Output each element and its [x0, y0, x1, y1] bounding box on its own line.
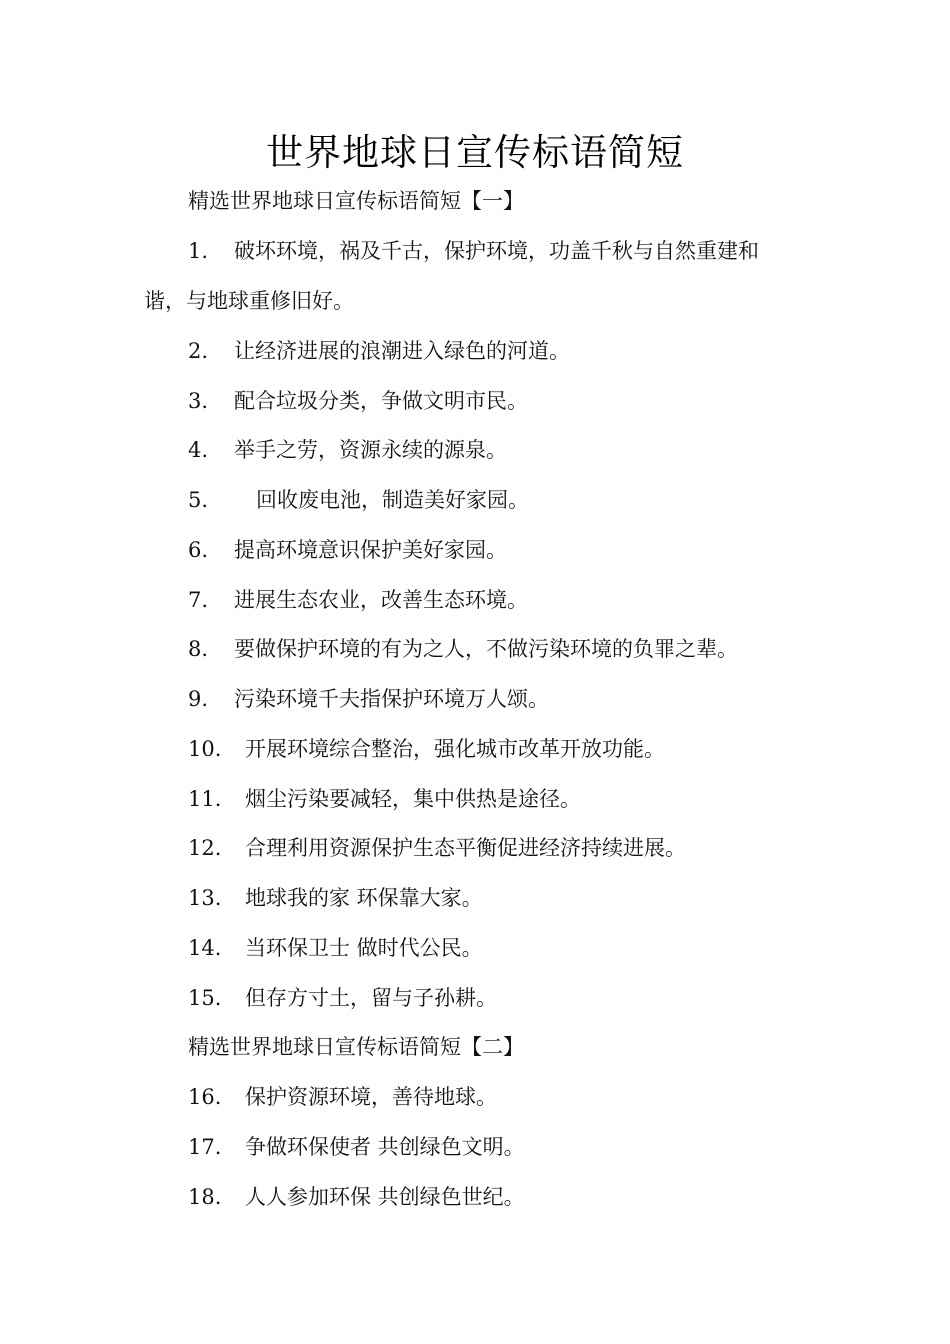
- list-item: [188, 833, 686, 863]
- item-text: 让经济进展的浪潮进入绿色的河道。: [234, 339, 570, 363]
- list-item: [188, 1182, 525, 1212]
- list-item: [188, 336, 570, 366]
- section-heading-1: 精选世界地球日宣传标语简短【一】: [188, 189, 524, 213]
- item-text: 人人参加环保 共创绿色世纪。: [245, 1185, 525, 1209]
- item-text: 要做保护环境的有为之人，不做污染环境的负罪之辈。: [234, 637, 738, 661]
- item-number: 9.: [188, 687, 209, 711]
- document-title: 世界地球日宣传标语简短: [266, 131, 684, 174]
- item-number: 18.: [188, 1185, 222, 1209]
- list-item: [188, 585, 528, 615]
- item-text: 进展生态农业，改善生态环境。: [234, 588, 528, 612]
- list-item: [188, 784, 581, 814]
- item-text: 举手之劳，资源永续的源泉。: [234, 438, 507, 462]
- item-number: 6.: [188, 538, 209, 562]
- item-text: 配合垃圾分类，争做文明市民。: [234, 389, 528, 413]
- item-number: 4.: [188, 438, 209, 462]
- list-item: [188, 236, 759, 266]
- list-item: [188, 1082, 497, 1112]
- item-text: 地球我的家 环保靠大家。: [245, 886, 483, 910]
- item-text: 合理利用资源保护生态平衡促进经济持续进展。: [245, 836, 686, 860]
- item-number: 14.: [188, 936, 222, 960]
- item-text: 当环保卫士 做时代公民。: [245, 936, 483, 960]
- item-text: 提高环境意识保护美好家园。: [234, 538, 507, 562]
- item-number: 11.: [188, 787, 222, 811]
- item-text: 开展环境综合整治，强化城市改革开放功能。: [245, 737, 665, 761]
- list-item: [188, 983, 497, 1013]
- item-text: 破坏环境，祸及千古，保护环境，功盖千秋与自然重建和: [234, 239, 759, 263]
- list-item: [188, 634, 738, 664]
- item-number: 5.: [188, 488, 209, 512]
- item-number: 7.: [188, 588, 209, 612]
- item-number: 16.: [188, 1085, 222, 1109]
- item-number: 10.: [188, 737, 222, 761]
- list-item: [188, 435, 507, 465]
- item-text: 污染环境千夫指保护环境万人颂。: [234, 687, 549, 711]
- list-item: [188, 386, 528, 416]
- list-item: [188, 1132, 525, 1162]
- item-number: 2.: [188, 339, 209, 363]
- item-number: 12.: [188, 836, 222, 860]
- section-heading-2: 精选世界地球日宣传标语简短【二】: [188, 1035, 524, 1059]
- list-item: [188, 485, 529, 515]
- item-text: 但存方寸土，留与子孙耕。: [245, 986, 497, 1010]
- item-text: 争做环保使者 共创绿色文明。: [245, 1135, 525, 1159]
- list-item: [188, 883, 483, 913]
- list-item: [188, 933, 483, 963]
- list-item-continuation: 谐，与地球重修旧好。: [144, 289, 354, 313]
- item-text: 烟尘污染要减轻，集中供热是途径。: [245, 787, 581, 811]
- item-number: 3.: [188, 389, 209, 413]
- item-number: 15.: [188, 986, 222, 1010]
- item-number: 13.: [188, 886, 222, 910]
- list-item: [188, 535, 507, 565]
- list-item: [188, 684, 549, 714]
- item-text: 回收废电池，制造美好家园。: [256, 488, 529, 512]
- item-text: 保护资源环境，善待地球。: [245, 1085, 497, 1109]
- item-number: 17.: [188, 1135, 222, 1159]
- list-item: [188, 734, 665, 764]
- item-number: 8.: [188, 637, 209, 661]
- item-number: 1.: [188, 239, 209, 263]
